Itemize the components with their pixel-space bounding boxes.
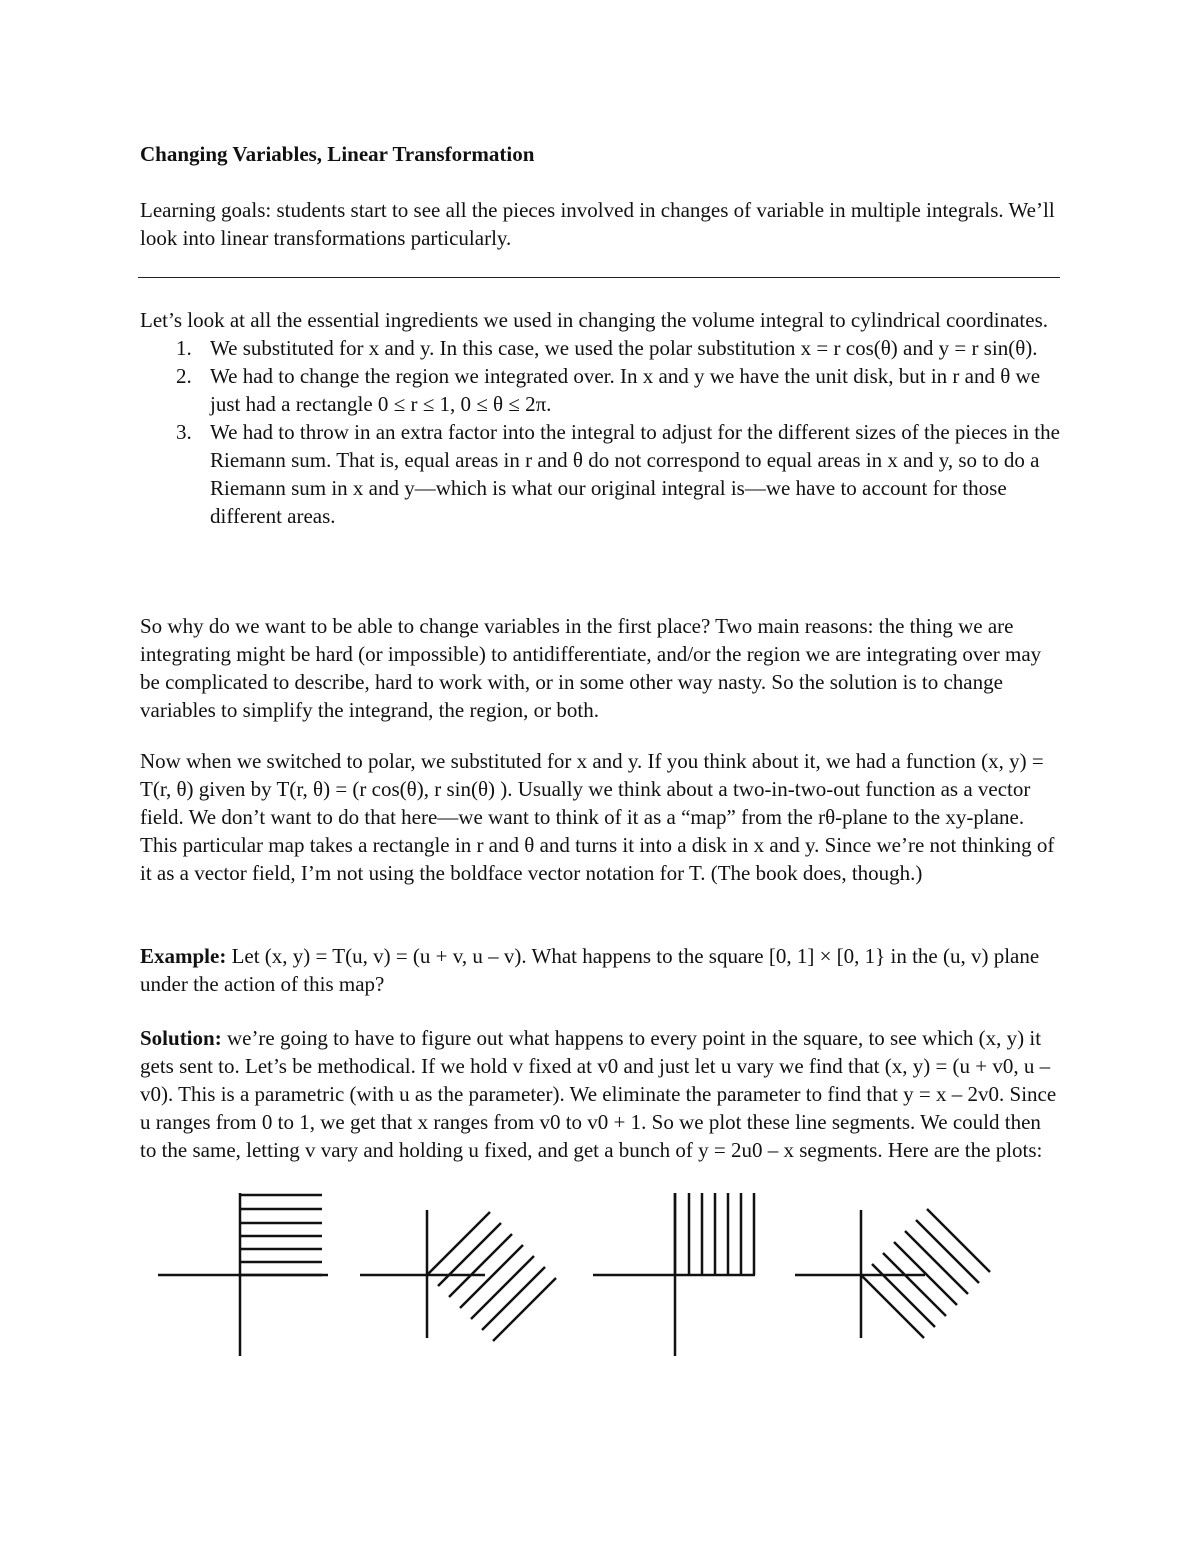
plot-horizontal-segments — [158, 1188, 338, 1358]
example-label: Example: — [140, 944, 227, 968]
plots-row — [150, 1188, 1010, 1363]
divider — [138, 277, 1060, 278]
list-item — [140, 418, 1060, 530]
page-title: Changing Variables, Linear Transformation — [140, 142, 535, 166]
list-number: 3. — [176, 420, 192, 444]
list-text: We had to throw in an extra factor into the integral to adjust for the different sizes of the pieces in the Riemann sum. That is, equal areas in r and θ do not correspond to equal areas in x and y, so to do a Riemann sum in x and y—which is what our original integral is—we have to account for those different areas. — [210, 420, 1060, 528]
polar-text: Now when we switched to polar, we substituted for x and y. If you think about it, we had a function (x, y) = T(r, θ) given by T(r, θ) = (r cos(θ), r sin(θ) ). Usually we think about a two-in-two-out function as a vector field. We don’t want to do that here—we want to think of it as a “map” from the rθ-plane to the xy-plane. This particular map takes a rectangle in r and θ and turns it into a disk in x and y. Since we’re not thinking of it as a vector field, I’m not using the boldface vector notation for T. (The book does, though.) — [140, 749, 1055, 885]
plot-diagonal-down-segments — [360, 1188, 560, 1358]
example-text: Let (x, y) = T(u, v) = (u + v, u – v). What happens to the square [0, 1] × [0, 1} in the (u, v) plane under the action of this map? — [140, 944, 1040, 996]
list-text: We substituted for x and y. In this case, we used the polar substitution x = r cos(θ) and y = r sin(θ). — [210, 336, 1038, 360]
intro-text: Let’s look at all the essential ingredients we used in changing the volume integral to cylindrical coordinates. — [140, 308, 1048, 332]
list-item — [140, 362, 1060, 418]
why-text: So why do we want to be able to change variables in the first place? Two main reasons: the thing we are integrating might be hard (or impossible) to antidifferentiate, and/or the region we are integrating over may be complicated to describe, hard to work with, or in some other way nasty. So the solution is to change variables to simplify the integrand, the region, or both. — [140, 614, 1042, 722]
list-number: 2. — [176, 364, 192, 388]
polar-section — [140, 747, 1060, 887]
example-section — [140, 942, 1060, 998]
list-number: 1. — [176, 336, 192, 360]
ingredients-list — [140, 334, 1060, 530]
why-section — [140, 612, 1060, 724]
solution-text: we’re going to have to figure out what happens to every point in the square, to see which (x, y) it gets sent to. Let’s be methodical. If we hold v fixed at v0 and just let u vary we find that (x, y) = (u + v0, u – v0). This is a parametric (with u as the parameter). We eliminate the parameter to find that y = x – 2v0. Since u ranges from 0 to 1, we get that x ranges from v0 to v0 + 1. So we plot these line segments. We could then to the same, letting v vary and holding u fixed, and get a bunch of y = 2u0 – x segments. Here are the plots: — [140, 1026, 1057, 1162]
list-text: We had to change the region we integrated over. In x and y we have the unit disk, but in r and θ we just had a rectangle 0 ≤ r ≤ 1, 0 ≤ θ ≤ 2π. — [210, 364, 1041, 416]
solution-label: Solution: — [140, 1026, 222, 1050]
solution-section — [140, 1024, 1060, 1164]
plot-diagonal-up-segments — [795, 1188, 1000, 1358]
learning-goals-text: Learning goals: students start to see all the pieces involved in changes of variable in multiple integrals. We’ll look into linear transformations particularly. — [140, 198, 1055, 250]
list-item — [140, 334, 1060, 362]
learning-goals — [140, 196, 1060, 252]
plot-vertical-segments — [593, 1188, 773, 1358]
intro-section — [140, 306, 1060, 530]
